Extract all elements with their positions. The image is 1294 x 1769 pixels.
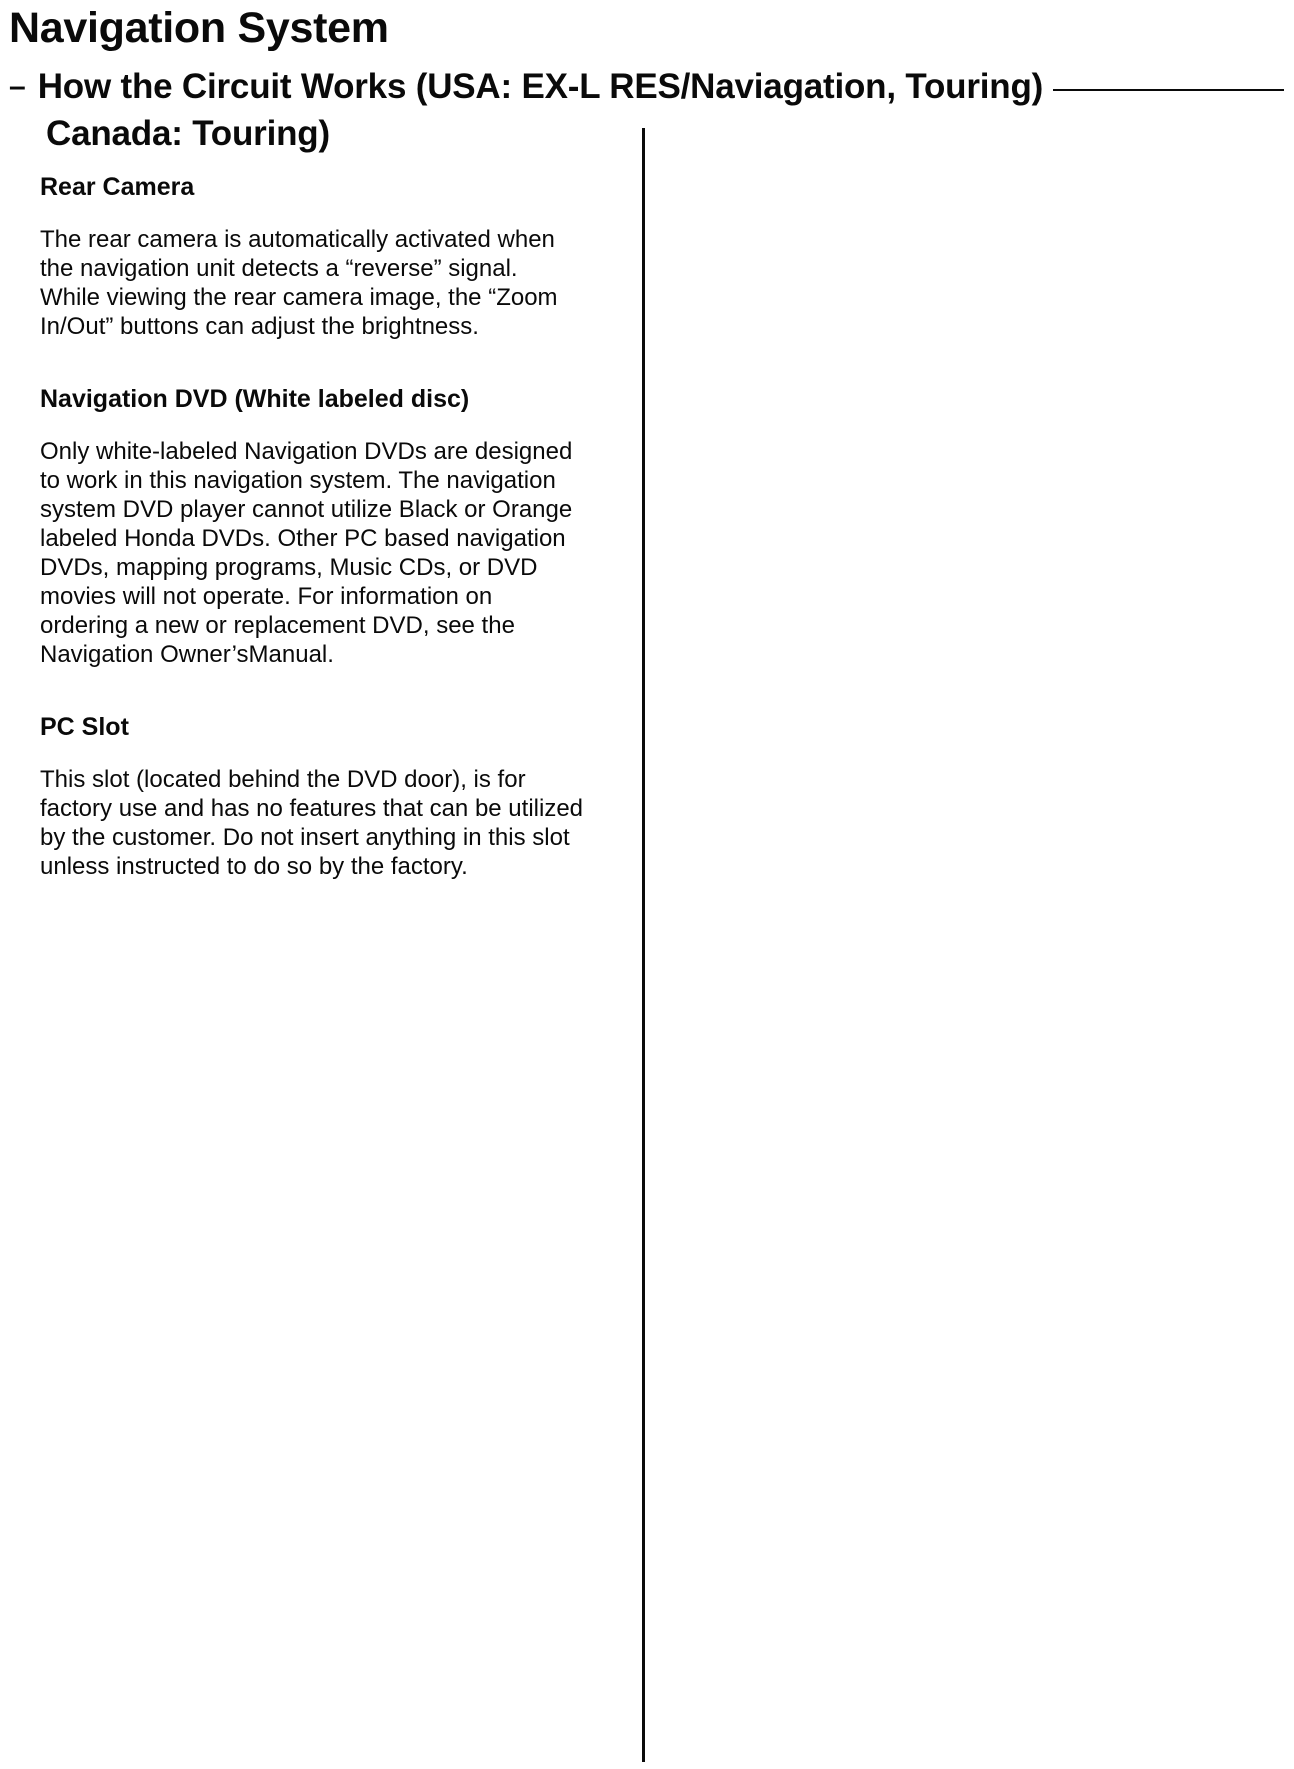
section-heading: Navigation DVD (White labeled disc) xyxy=(40,385,470,413)
column-divider xyxy=(642,128,645,1762)
page-title: Navigation System xyxy=(9,4,389,52)
section-heading: Rear Camera xyxy=(40,173,195,201)
section-body: Only white-labeled Navigation DVDs are designed to work in this navigation system. The navigation system DVD player cannot utilize Black or Orange labeled Honda DVDs. Other PC based navigation DVDs, mapping programs, Music CDs, or DVD movies will not operate. For information on ordering a new or replacement DVD, see the Navigation Owner’sManual. xyxy=(40,438,573,668)
subtitle-rule xyxy=(1053,89,1284,91)
left-column-content xyxy=(40,172,630,924)
section-body: The rear camera is automatically activated when the navigation unit detects a “reverse” signal. While viewing the rear camera image, the “Zoom In/Out” buttons can adjust the brightness. xyxy=(40,226,558,340)
subtitle-line-1: How the Circuit Works (USA: EX-L RES/Naviagation, Touring) xyxy=(37,67,1044,106)
section-body: This slot (located behind the DVD door), is for factory use and has no features that can be utilized by the customer. Do not insert anything in this slot unless instructed to do so by the factory. xyxy=(40,766,584,880)
section-navigation-dvd xyxy=(40,384,630,669)
subtitle-dash: – xyxy=(9,70,26,103)
section-heading: PC Slot xyxy=(40,713,129,741)
subtitle-line-2: Canada: Touring) xyxy=(46,114,330,153)
subtitle-row xyxy=(9,64,1284,110)
section-pc-slot xyxy=(40,712,630,881)
section-rear-camera xyxy=(40,172,630,341)
